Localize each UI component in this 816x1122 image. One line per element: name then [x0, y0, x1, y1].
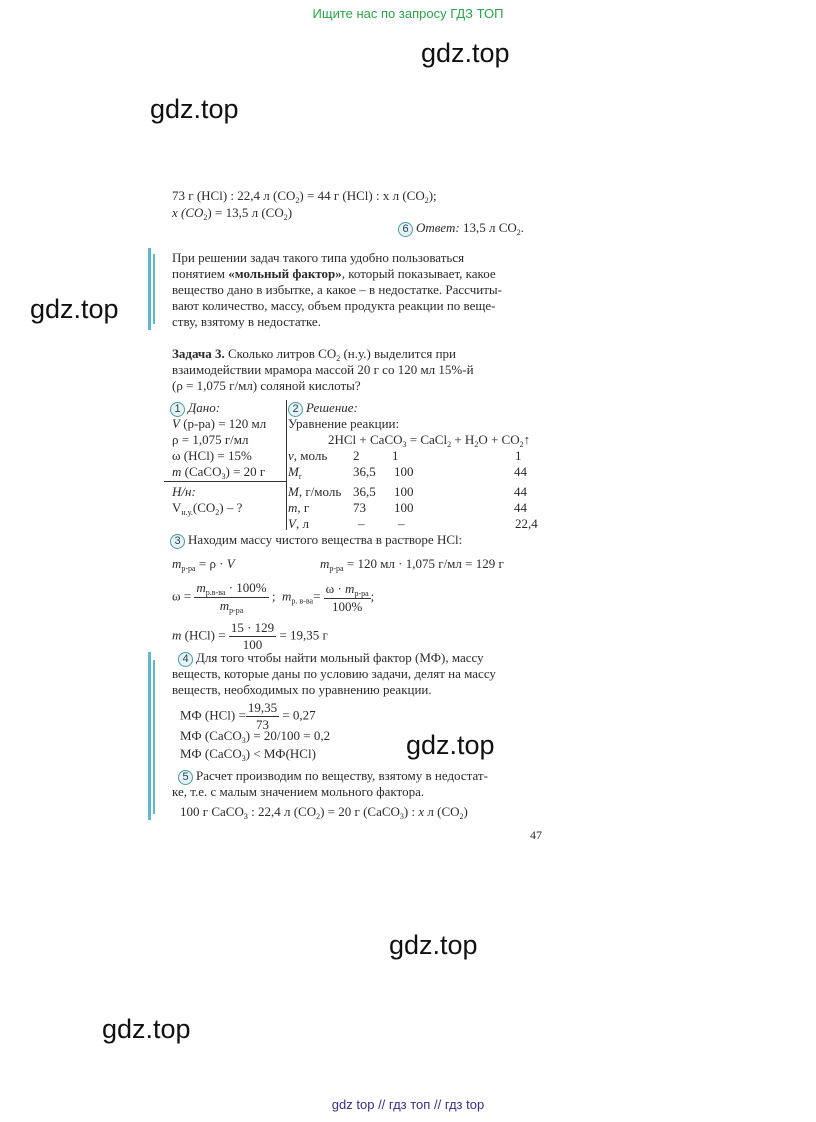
watermark: gdz.top: [389, 930, 478, 960]
given-item: m (CaCO$_3$) = 20 г: [172, 464, 266, 481]
formula: МФ (HCl) = $\frac{19,35}{73}$ = 0,27: [180, 700, 316, 732]
solution-title: 2 Решение:: [288, 400, 358, 417]
table-cell: –: [358, 516, 365, 531]
formula: ω = $\frac{m_{р.в-ва} \cdot 100\%}{m_{р-ра}}$ ; $m_{р. в-ва}=$ $\frac{\omega \cdot m_{р-ра}}{100\%}$ ;: [172, 580, 375, 615]
note-line: вают количество, массу, объем продукта реакции по веще-: [172, 298, 496, 313]
watermark: gdz.top: [406, 730, 495, 760]
table-cell: 36,5: [353, 484, 376, 499]
given-item: ω (HCl) = 15%: [172, 448, 252, 463]
table-cell: 44: [514, 500, 527, 515]
find-title: Н/н:: [172, 484, 196, 499]
divider: [164, 481, 286, 482]
table-cell: 73: [353, 500, 366, 515]
watermark: gdz.top: [30, 294, 119, 324]
formula: МФ (CaCO$_3$) < МФ(HCl): [180, 746, 316, 763]
table-cell: –: [398, 516, 405, 531]
footer-links: [0, 1097, 816, 1112]
find-item: $V_{н.у.}(CO_2)$ – ?: [172, 500, 243, 517]
table-cell: 100: [394, 500, 414, 515]
formula: m (HCl) = $\frac{15 \cdot 129}{100}$ = 19,35 г: [172, 620, 328, 652]
given-item: ρ = 1,075 г/мл: [172, 432, 249, 447]
watermark: gdz.top: [150, 94, 239, 124]
step-3: 3 Находим массу чистого вещества в растворе HCl:: [170, 532, 462, 549]
equation: 2HCl + CaCO$_3$ = CaCl$_2$ + $H_2O$ + $CO_2↑$: [328, 432, 531, 449]
watermark: gdz.top: [102, 1014, 191, 1044]
formula: 100 г CaCO$_3$ : 22,4 л $(CO_2) = 20$ г (CaCO$_3$) : x л $(CO_2)$: [180, 804, 468, 821]
note-line: ству, взятому в недостатке.: [172, 314, 321, 329]
equation-title: Уравнение реакции:: [288, 416, 400, 431]
watermark: gdz.top: [421, 38, 510, 68]
formula: $m_{р-ра} = 120$ мл · 1,075 г/мл = 129 г: [320, 556, 504, 573]
note-bar: [153, 660, 155, 814]
formula: МФ (CaCO$_3$) = 20/100 = 0,2: [180, 728, 331, 745]
task-line: Задача 3. Сколько литров $CO_2$ (н.у.) выделится при: [172, 346, 456, 363]
calc-line-2: x $(CO_2) = 13,5$ л $(CO_2)$: [172, 205, 293, 222]
table-cell: ν, моль: [288, 448, 328, 463]
table-cell: M, г/моль: [288, 484, 342, 499]
note-line: понятием «мольный фактор», который показывает, какое: [172, 266, 496, 281]
given-item: V (р-ра) = 120 мл: [172, 416, 267, 431]
table-cell: 100: [394, 464, 414, 479]
footer-link[interactable]: гдз top: [444, 1097, 485, 1112]
table-cell: $M_r$: [288, 464, 302, 481]
note-line: вещество дано в избытке, а какое – в недостатке. Рассчиты-: [172, 282, 502, 297]
step-5: 5 Расчет производим по веществу, взятому в недостат-: [178, 768, 488, 785]
note-bar: [153, 254, 155, 324]
table-cell: 1: [515, 448, 522, 463]
step-4: веществ, необходимых по уравнению реакции.: [172, 682, 432, 697]
table-cell: 1: [392, 448, 399, 463]
step-4: 4 Для того чтобы найти мольный фактор (МФ), массу: [178, 650, 484, 667]
table-cell: 22,4: [515, 516, 538, 531]
footer-link[interactable]: gdz top: [331, 1097, 375, 1112]
footer-link[interactable]: гдз топ: [388, 1097, 431, 1112]
page-number: 47: [530, 828, 542, 842]
answer: 6 Ответ: 13,5 л $CO_2$.: [398, 220, 524, 237]
table-cell: 36,5: [353, 464, 376, 479]
note-bar: [148, 652, 151, 820]
task-line: (ρ = 1,075 г/мл) соляной кислоты?: [172, 378, 361, 393]
task-line: взаимодействии мрамора массой 20 г со 120 мл 15%-й: [172, 362, 474, 377]
separator: //: [378, 1097, 386, 1112]
table-cell: 100: [394, 484, 414, 499]
step-5: ке, т.е. с малым значением мольного фактора.: [172, 784, 425, 799]
divider: [286, 400, 287, 530]
table-cell: V, л: [288, 516, 309, 531]
given-title: 1 Дано:: [170, 400, 220, 417]
formula: $m_{р-ра} = \rho \cdot V$: [172, 556, 235, 573]
note-bar: [148, 248, 151, 330]
table-cell: 44: [514, 484, 527, 499]
table-cell: 44: [514, 464, 527, 479]
table-cell: 2: [353, 448, 360, 463]
note-line: При решении задач такого типа удобно пользоваться: [172, 250, 465, 265]
table-cell: m, г: [288, 500, 310, 515]
step-4: веществ, которые даны по условию задачи, делят на массу: [172, 666, 496, 681]
separator: //: [433, 1097, 442, 1112]
calc-line-1: 73 г (HCl) : 22,4 л $(CO_2) = 44$ г (HCl) : x л $(CO_2)$;: [172, 188, 437, 205]
search-banner[interactable]: Ищите нас по запросу ГДЗ ТОП: [312, 6, 504, 21]
